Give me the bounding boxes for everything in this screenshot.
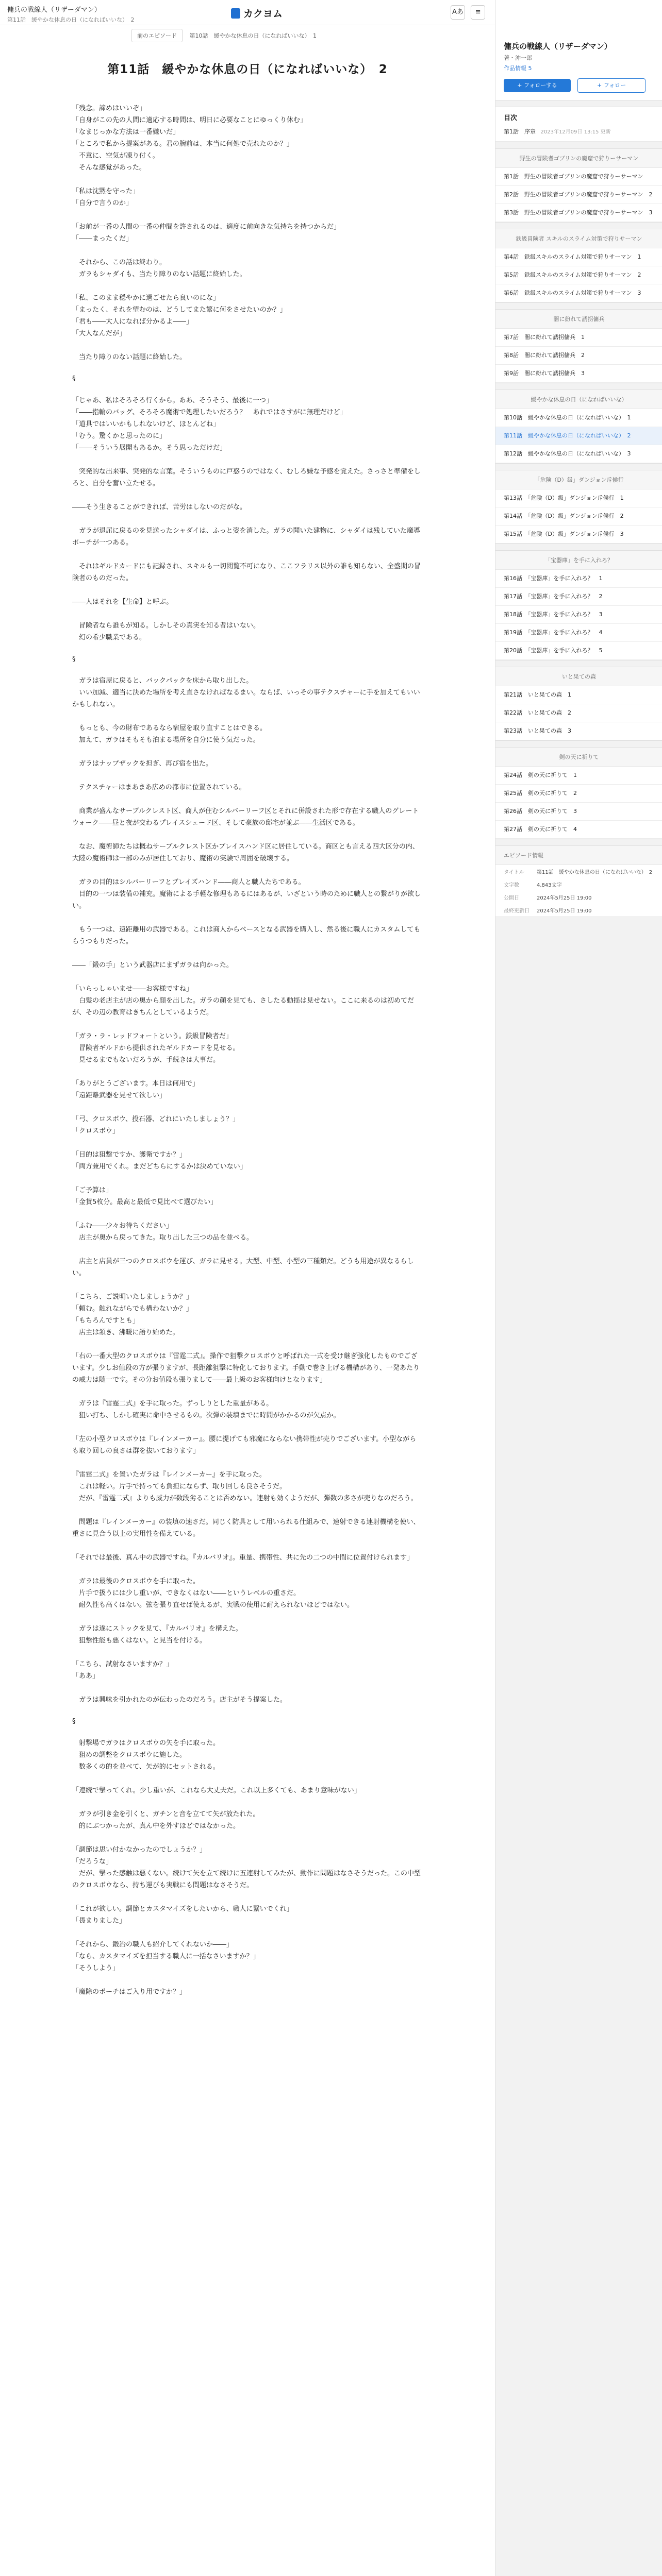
body-paragraph: 「これが欲しい。調節とカスタマイズをしたいから、職人に繋いでくれ」 「畏まりました」 xyxy=(72,1905,293,1925)
header-icons xyxy=(448,5,485,20)
toc-item[interactable]: 第23話 いと果ての森 3 xyxy=(495,722,662,740)
toc-item[interactable]: 第20話 「宝器庫」を手に入れろ？ 5 xyxy=(495,642,662,660)
toc-item[interactable]: 第2話 野生の冒険者ゴブリンの魔窟で狩りーサーマン 2 xyxy=(495,186,662,204)
body-paragraph: 「左の小型クロスボウは『レインメーカー』。腰に提げても邪魔にならない携帯性が売りでございます。小型ながらも取り回しの良さは群を抜いております」 xyxy=(72,1435,417,1455)
toc-item[interactable]: 第16話 「宝器庫」を手に入れろ？ 1 xyxy=(495,570,662,588)
info-value: 2024年5月25日 19:00 xyxy=(537,908,592,914)
toc-item[interactable]: 第24話 剣の天に祈りて 1 xyxy=(495,767,662,785)
episode-info-row xyxy=(495,878,662,891)
body-paragraph: 「残念。諦めはいいぞ」 「自身がこの先の人間に適応する時間は、明日に必要なことにゆっくり休む」 「なまじっかな方法は一番嫌いだ」 「ところで私から提案がある。君の腕前は、本当に何処で売れたのか？」 不意に、空気が凍り付く。 そんな感覚があった。 xyxy=(72,105,307,172)
body-paragraph: それから、この話は終わり。 ガラもシャダイも、当たり障りのない話題に終始した。 xyxy=(79,259,246,278)
toc-chapter-heading: いと果ての森 xyxy=(495,667,662,686)
body-paragraph: 「ありがとうございます。本日は何用で」 「遠距離武器を見せて欲しい」 xyxy=(72,1080,199,1099)
body-paragraph: ――そう生きることができれば、苦労はしないのだがな。 xyxy=(72,503,247,511)
follow-work-button[interactable]: + フォローする xyxy=(504,79,571,92)
body-paragraph: もっとも、今の財布であるなら宿屋を取り直すことはできる。 加えて、ガラはそもそも泊まる場所を自分に使う気だった。 xyxy=(79,724,267,744)
logo-mark-icon xyxy=(231,8,240,19)
body-paragraph: 「じゃあ、私はそろそろ行くから。ああ、そうそう、最後に一つ」 「――指輪のバッグ、そろそろ魔術で処理したいだろう？ あれではさすがに無理だけど」 「道具ではいいかもしれないけど、ほとんどね」 「むう。驚くかと思ったのに」 「――そういう展開もあるか。そう思っただけだ」 xyxy=(72,397,347,452)
episode-info-row xyxy=(495,891,662,904)
episode-info xyxy=(495,845,662,917)
body-paragraph: ガラは遂にストックを見て、『カルバリオ』を構えた。 狙撃性能も悪くはない。と見当を付ける。 xyxy=(79,1625,242,1645)
toc-item[interactable]: 第9話 闇に紛れて誘拐傭兵 3 xyxy=(495,365,662,383)
toc-chapter-heading: 鉄級冒険者 スキルのスライム対策で狩りサーマン xyxy=(495,229,662,248)
body-paragraph: 商業が盛んなサーブルクレスト区、商人が住むシルバーリーフ区とそれに併設された形で存在する職人のグレートウォーク――昼と夜が交わるプレイスシェード区、そして豪族の邸宅が並ぶ――生活区である。 xyxy=(72,807,419,827)
toc-item[interactable]: 第4話 鉄級スキルのスライム対策で狩りサーマン 1 xyxy=(495,248,662,266)
info-key: タイトル xyxy=(504,870,524,875)
info-value: 第11話 緩やかな休息の日（になればいいな） 2 xyxy=(537,870,653,875)
body-paragraph: 射撃場でガラはクロスボウの矢を手に取った。 狙めの調整をクロスボウに施した。 数多くの的を並べて、矢が的にセットされる。 xyxy=(79,1739,220,1771)
toc-item[interactable]: 第15話 「危険（D）級」ダンジョン斥候行 3 xyxy=(495,526,662,544)
body-paragraph: 「私は沈黙を守った」 「自分で言うのか」 xyxy=(72,188,140,207)
body-paragraph: 「それから、鍛冶の職人も紹介してくれないか――」 「なら、カスタマイズを担当する職人に一括なさいますか？」 「そうしよう」 xyxy=(72,1941,260,1972)
body-paragraph: ガラが退屈に戻るのを見送ったシャダイは、ふっと姿を消した。ガラの聞いた建物に、シャダイは残していた魔導ポーチが一つある。 xyxy=(72,527,420,547)
episode-info-row xyxy=(495,904,662,917)
toc-chapter-heading: 緩やかな休息の日（になればいいな） xyxy=(495,390,662,409)
sidebar-author[interactable]: 著・沖一郎 xyxy=(504,55,532,61)
episode-heading: 第11話 緩やかな休息の日（になればいいな） 2 xyxy=(107,63,388,76)
body-paragraph: 冒険者なら誰もが知る。しかしその真実を知る者はいない。 幻の希少職業である。 xyxy=(79,622,260,641)
toc-chapter xyxy=(495,667,662,741)
toc-chapter-heading: 野生の冒険者ゴブリンの魔窟で狩りーサーマン xyxy=(495,149,662,168)
sidebar-work-title[interactable]: 傭兵の戦線人（リザーダマン） xyxy=(504,42,612,51)
toc-chapter xyxy=(495,229,662,303)
body-paragraph: 突発的な出来事、突発的な言葉。そういうものに戸惑うのではなく、むしろ嫌な予感を覚えた。さっさと準備をしろと、自分を奮い立たせる。 xyxy=(72,468,421,487)
body-paragraph: ガラは興味を引かれたのが伝わったのだろう。店主がそう提案した。 xyxy=(72,1696,287,1704)
body-paragraph: 「ガラ・ラ・レッドフォートという。鉄級冒険者だ」 冒険者ギルドから提供されたギルドカードを見せる。 見せるまでもないだろうが、手続きは大事だ。 xyxy=(72,1032,240,1064)
body-paragraph: ガラは『雷霆二式』を手に取った。ずっしりとした重量がある。 狙い打ち、しかし確実に命中させるもの。次弾の装填までに時間がかかるのが欠点か。 xyxy=(79,1400,340,1419)
toc-item-current[interactable]: 第11話 緩やかな休息の日（になればいいな） 2 xyxy=(495,427,662,445)
toc-item[interactable]: 第7話 闇に紛れて誘拐傭兵 1 xyxy=(495,329,662,347)
info-key: 最終更新日 xyxy=(504,908,529,914)
toc-chapter xyxy=(495,309,662,383)
toc-item[interactable]: 第3話 野生の冒険者ゴブリンの魔窟で狩りーサーマン 3 xyxy=(495,204,662,222)
info-value: 2024年5月25日 19:00 xyxy=(537,895,592,901)
body-paragraph: 「いらっしゃいませ――お客様ですね」 白髪の老店主が店の奥から顔を出した。ガラの顔を見ても、さしたる動揺は見せない。ここに来るのは初めてだが、その辺の教育はきちんとしているようだ。 xyxy=(72,985,415,1016)
body-paragraph: 「連続で撃ってくれ。少し重いが、これなら大丈夫だ。これ以上多くても、あまり意味がない」 xyxy=(72,1787,361,1794)
scene-break: § xyxy=(72,1718,76,1725)
body-paragraph: 「こちら、ご説明いたしましょうか？」 「頼む。触れながらでも構わないか？」 「もちろんですとも」 店主は頷き、沸暖に語り始めた。 xyxy=(72,1293,193,1336)
body-paragraph: ――「鍛の手」という武器店にまずガラは向かった。 xyxy=(72,961,233,969)
toc-item[interactable]: 第13話 「危険（D）級」ダンジョン斥候行 1 xyxy=(495,489,662,507)
toc-item[interactable]: 第10話 緩やかな休息の日（になればいいな） 1 xyxy=(495,409,662,427)
toc-chapter xyxy=(495,389,662,464)
scene-break: § xyxy=(72,375,76,383)
toc-item[interactable]: 第21話 いと果ての森 1 xyxy=(495,686,662,704)
sidebar-work-info xyxy=(495,0,662,100)
body-paragraph: それはギルドカードにも記録され、スキルも一切閲覧不可になり、ここフラリス以外の誰も知らない、全盛期の冒険者のものだった。 xyxy=(72,563,421,582)
header-episode-title: 第11話 緩やかな休息の日（になればいいな） 2 xyxy=(7,16,135,23)
toc-item[interactable]: 第17話 「宝器庫」を手に入れろ？ 2 xyxy=(495,588,662,606)
scene-break: § xyxy=(72,655,76,663)
body-paragraph: 「こちら、試射なさいますか？」 「ああ」 xyxy=(72,1660,173,1680)
body-paragraph: 「魔除のポーチはご入り用ですか？」 xyxy=(72,1988,187,1996)
body-paragraph: 「ご予算は」 「金貨5枚分。最高と最低で見比べて選びたい」 xyxy=(72,1187,218,1206)
info-key: 公開日 xyxy=(504,895,519,901)
toc-chapter xyxy=(495,747,662,839)
toc-item[interactable]: 第22話 いと果ての森 2 xyxy=(495,704,662,722)
toc-item[interactable]: 第18話 「宝器庫」を手に入れろ？ 3 xyxy=(495,606,662,624)
body-paragraph: 「お前が一番の人間の一番の仲間を許されるのは、適度に前向きな気持ちを持つからだ」 「――まったくだ」 xyxy=(72,223,341,243)
episode-body xyxy=(72,52,423,2010)
toc-item-label: 第1話 序章 xyxy=(504,128,536,135)
body-paragraph: 問題は『レインメーカー』の装填の速さだ。同じく防具として用いられる仕組みで、速射できる連射機構を使い、重さに見合う以上の実用性を備えている。 xyxy=(72,1518,420,1538)
sidebar xyxy=(495,0,662,2576)
body-paragraph: 「目的は狙撃ですか、護衛ですか？」 「両方兼用でくれ。まだどちらにするかは決めていない」 xyxy=(72,1151,247,1171)
body-paragraph: 「調節は思い付かなかったのでしょうか？」 「だろうな」 だが、撃った感触は悪くない。続けて矢を立て続けに五連射してみたが、動作に問題はなさそうだった。この中型のクロスボウなら、持ち運びも実戦にも問題はなさそうだ。 xyxy=(72,1846,421,1889)
episode-info-row xyxy=(495,865,662,878)
info-key: 文字数 xyxy=(504,883,519,888)
toc-item[interactable]: 第27話 剣の天に祈りて 4 xyxy=(495,821,662,839)
toc-item[interactable]: 第12話 緩やかな休息の日（になればいいな） 3 xyxy=(495,445,662,463)
toc-item[interactable]: 第6話 鉄級スキルのスライム対策で狩りサーマン 3 xyxy=(495,284,662,302)
logo-text: カクヨム xyxy=(243,8,283,20)
body-paragraph: ガラは最後のクロスボウを手に取った。 片手で扱うには少し重いが、できなくはない――というレベルの重さだ。 耐久性も高くはない。弦を張り直せば使えるが、実戦の使用に耐えられないほどではない。 xyxy=(79,1578,354,1609)
follow-author-button[interactable]: + フォロー xyxy=(577,78,646,93)
body-paragraph: もう一つは、遠距離用の武器である。これは商人からベースとなる武器を購入し、然る後に職人にカスタムしてもらうつもりだった。 xyxy=(72,926,421,945)
toc-item[interactable]: 第25話 剣の天に祈りて 2 xyxy=(495,785,662,803)
toc-chapter xyxy=(495,550,662,660)
prev-episode-title[interactable]: 第10話 緩やかな休息の日（になればいいな） 1 xyxy=(189,32,317,39)
episode-nav xyxy=(131,29,358,42)
toc-item[interactable]: 第19話 「宝器庫」を手に入れろ？ 4 xyxy=(495,624,662,642)
body-paragraph: 「私、このまま穏やかに過ごせたら良いのにな」 「まったく、それを望むのは、どうしてまた繁に何をさせたいのか？」 「君も――大人になれば分かるよ――」 「大人なんだが」 xyxy=(72,294,287,337)
sidebar-work-info-link[interactable]: 作品情報 5 xyxy=(504,65,532,72)
episode-info-heading: エピソード情報 xyxy=(495,846,662,865)
toc-item[interactable]: 第8話 闇に紛れて誘拐傭兵 2 xyxy=(495,347,662,365)
toc-item-date: 2023年12月09日 13:15 更新 xyxy=(540,129,611,135)
body-paragraph: 当たり障りのない話題に終始した。 xyxy=(72,353,187,361)
body-paragraph: テクスチャーはまあまあ広めの都市に位置されている。 xyxy=(72,784,246,791)
toc-item[interactable]: 第26話 剣の天に祈りて 3 xyxy=(495,803,662,821)
toc-item[interactable]: 第14話 「危険（D）級」ダンジョン斥候行 2 xyxy=(495,507,662,526)
body-paragraph: ――人はそれを【生命】と呼ぶ。 xyxy=(72,598,173,606)
site-logo[interactable] xyxy=(231,6,283,20)
toc-item[interactable]: 第1話 野生の冒険者ゴブリンの魔窟で狩りーサーマン xyxy=(495,168,662,186)
body-paragraph: 「それでは最後、真ん中の武器ですね。『カルバリオ』。重量、携帯性、共に先の二つの中間に位置付けられます」 xyxy=(72,1554,413,1562)
toc-heading: 目次 xyxy=(504,114,518,122)
info-value: 4,843文字 xyxy=(537,883,562,888)
body-paragraph: 「右の一番大型のクロスボウは『雷霆二式』。操作で狙撃クロスボウと呼ばれた一式を受け継ぎ強化したものでございます。少しお値段の方が張りますが、長距離狙撃に特化しております。手動で巻き上げる機構があり、一発あたりの威力は随一です。その分お値段も張りまして――最上級のお客様向けとなります」 xyxy=(72,1352,420,1384)
toc-top xyxy=(495,107,662,142)
body-paragraph: なお、魔術師たちは概ねサーブルクレスト区かブレイスハンド区に居住している。商区とも言える四大区分の内、大陸の魔術師は一部のみが居住しており、魔術の実験で周囲を破壊する。 xyxy=(72,843,419,862)
toc-chapter xyxy=(495,470,662,544)
toc-chapter-heading: 「宝器庫」を手に入れろ？ xyxy=(495,551,662,570)
body-paragraph: 「弓、クロスボウ、投石器、どれにいたしましょう？」 「クロスボウ」 xyxy=(72,1115,239,1135)
toc-item[interactable]: 第5話 鉄級スキルのスライム対策で狩りサーマン 2 xyxy=(495,266,662,284)
menu-icon[interactable]: ≡ xyxy=(471,5,485,20)
display-settings-icon[interactable]: Aあ xyxy=(451,5,465,20)
toc-chapter xyxy=(495,148,662,223)
body-paragraph: 『雷霆二式』を置いたガラは『レインメーカー』を手に取った。 これは軽い。片手で持っても負担にならず、取り回しも良さそうだ。 だが、『雷霆二式』よりも威力が数段劣ることは否めない。連射も効くようだが、弾数の多さが売りなのだろう。 xyxy=(72,1471,418,1502)
body-paragraph: ガラはナップザックを担ぎ、再び宿を出た。 xyxy=(72,760,212,768)
prev-episode-button[interactable]: 前のエピソード xyxy=(131,29,183,42)
body-paragraph: ガラが引き金を引くと、ガチンと音を立てて矢が放たれた。 的にぶつかったが、真ん中を外すほどではなかった。 xyxy=(79,1810,260,1830)
body-paragraph: 「ふむ――少々お待ちください」 店主が奥から戻ってきた。取り出した三つの品を並べる。 xyxy=(72,1222,254,1242)
toc-chapter-heading: 闇に紛れて誘拐傭兵 xyxy=(495,310,662,329)
follow-buttons xyxy=(504,78,654,93)
toc-chapter-heading: 剣の天に祈りて xyxy=(495,748,662,767)
body-paragraph: ガラの目的はシルバーリーフとブレイズハンド――商人と職人たちである。 目的の一つは装備の補充。魔術による手軽な修理もあるにはあるが、いざという時のために職人との繋がりが欲しい。 xyxy=(72,878,421,910)
body-paragraph: 店主と店員が三つのクロスボウを運び、ガラに見せる。大型、中型、小型の三種類だ。どうも用途が異なるらしい。 xyxy=(72,1258,414,1277)
toc-item[interactable] xyxy=(495,123,662,142)
header-titles[interactable] xyxy=(7,4,183,24)
header-work-title[interactable]: 傭兵の戦線人（リザーダマン） xyxy=(7,6,101,14)
body-paragraph: ガラは宿屋に戻ると、バックパックを床から取り出した。 いい加減、適当に決めた場所を考え直さなければなるまい。ならば、いっその事テクスチャーに手を加えてもいいかもしれない。 xyxy=(72,677,420,708)
toc-chapter-heading: 「危険（D）級」ダンジョン斥候行 xyxy=(495,470,662,489)
